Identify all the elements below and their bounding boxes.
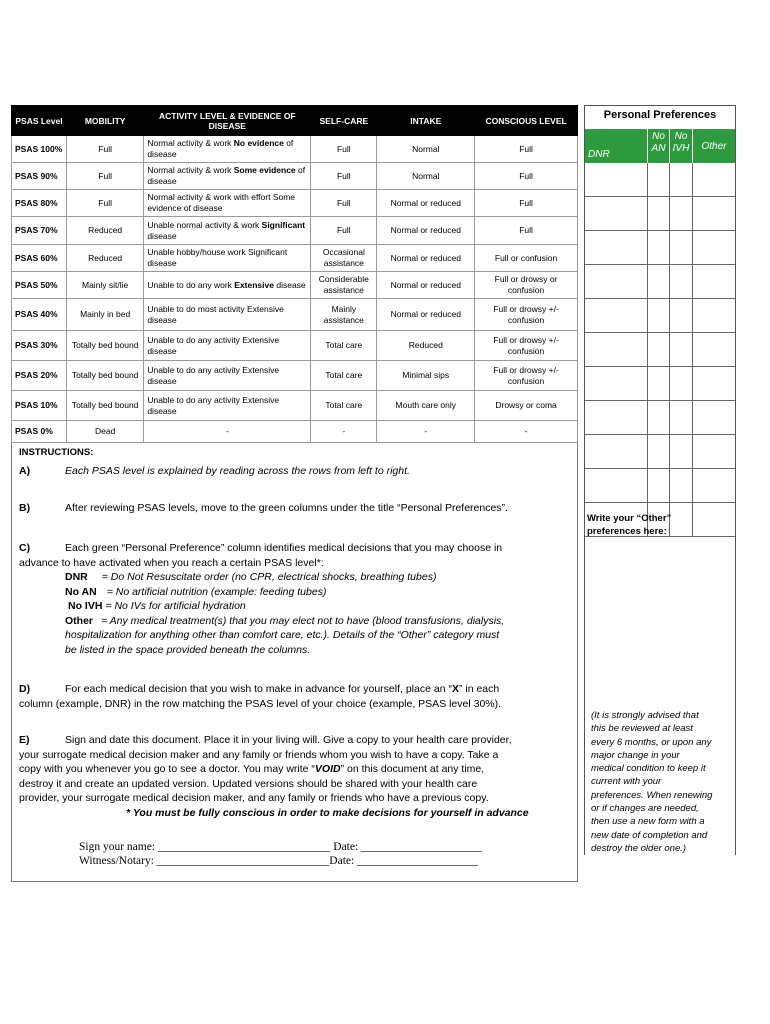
col-no-an	[648, 129, 670, 163]
col-no-an-label-2: AN	[651, 143, 666, 154]
table-row	[12, 163, 578, 190]
activity-cell	[144, 163, 311, 190]
preference-row	[585, 231, 735, 265]
self-care-cell: Full	[311, 163, 377, 190]
preference-row	[585, 469, 735, 503]
activity-emphasis: Some evidence	[233, 165, 296, 175]
other-cell[interactable]	[693, 435, 735, 468]
advice-line: every 6 months, or upon any	[591, 736, 712, 748]
no-ivh-cell[interactable]	[670, 333, 693, 366]
intake-cell: Normal or reduced	[377, 217, 475, 245]
advice-line: preferences. When renewing	[591, 789, 713, 801]
psas-level-cell: PSAS 10%	[12, 391, 67, 421]
intake-cell: Normal or reduced	[377, 299, 475, 331]
conscious-level-cell: Full or drowsy +/- confusion	[475, 361, 578, 391]
mobility-cell: Dead	[66, 421, 143, 443]
table-row	[12, 217, 578, 245]
table-row	[12, 361, 578, 391]
no-ivh-cell[interactable]	[670, 469, 693, 502]
activity-cell	[144, 136, 311, 163]
activity-cell	[144, 331, 311, 361]
intake-cell: Normal	[377, 136, 475, 163]
conscious-note: * You must be fully conscious in order to make decisions for yourself in advance	[126, 806, 529, 819]
noivh-key: No IVH	[68, 600, 103, 612]
preference-row	[585, 265, 735, 299]
activity-text: Unable to do any work	[147, 279, 235, 290]
instruction-e-line5: provider, your surrogate medical decision maker, and any family or friends who have a previous copy.	[19, 792, 489, 804]
instruction-a-text: Each PSAS level is explained by reading across the rows from left to right.	[65, 465, 410, 477]
header-intake: INTAKE	[377, 106, 475, 136]
dnr-cell[interactable]	[585, 163, 648, 196]
no-an-cell[interactable]	[648, 333, 670, 366]
instruction-d-line1-post: ” in each	[458, 683, 500, 695]
instruction-a-label: A)	[19, 465, 31, 477]
table-row	[12, 272, 578, 299]
no-an-cell[interactable]	[648, 367, 670, 400]
dnr-cell[interactable]	[585, 197, 648, 230]
intake-cell: Normal	[377, 163, 475, 190]
conscious-level-cell: Full	[475, 163, 578, 190]
dnr-value: = Do Not Resuscitate order (no CPR, electrical shocks, breathing tubes)	[101, 571, 437, 583]
conscious-level-cell: Full or confusion	[475, 245, 578, 272]
psas-level-cell: PSAS 20%	[12, 361, 67, 391]
activity-cell	[144, 421, 311, 443]
dnr-cell[interactable]	[585, 231, 648, 264]
dnr-cell[interactable]	[585, 299, 648, 332]
other-preferences-prompt	[587, 512, 671, 539]
main-form	[11, 105, 578, 882]
col-no-an-label-1: No	[652, 131, 665, 142]
no-ivh-cell[interactable]	[670, 163, 693, 196]
mobility-cell: Totally bed bound	[66, 331, 143, 361]
intake-cell: Normal or reduced	[377, 245, 475, 272]
self-care-cell: Total care	[311, 361, 377, 391]
instruction-e-line1: Sign and date this document. Place it in your living will. Give a copy to your health care provider,	[65, 734, 512, 746]
noivh-value: = No IVs for artificial hydration	[105, 600, 246, 612]
activity-text: Unable to do any activity Extensive disease	[147, 394, 280, 416]
preference-row	[585, 197, 735, 231]
col-dnr-label: DNR	[588, 149, 610, 160]
activity-text: Unable to do any activity Extensive disease	[147, 334, 280, 356]
instruction-e	[19, 733, 572, 820]
no-ivh-cell[interactable]	[670, 265, 693, 298]
other-cell[interactable]	[693, 469, 735, 502]
psas-table	[11, 105, 578, 443]
psas-level-cell: PSAS 40%	[12, 299, 67, 331]
activity-emphasis: No evidence	[233, 138, 284, 148]
col-no-ivh	[670, 129, 693, 163]
activity-cell	[144, 190, 311, 217]
other-cell[interactable]	[693, 503, 735, 536]
conscious-level-cell: -	[475, 421, 578, 443]
dnr-cell[interactable]	[585, 469, 648, 502]
mobility-cell: Reduced	[66, 217, 143, 245]
self-care-cell: Full	[311, 217, 377, 245]
preferences-header	[585, 129, 735, 163]
preference-row	[585, 163, 735, 197]
conscious-level-cell: Full or drowsy +/- confusion	[475, 299, 578, 331]
psas-level-cell: PSAS 70%	[12, 217, 67, 245]
activity-cell	[144, 272, 311, 299]
dnr-cell[interactable]	[585, 401, 648, 434]
dnr-cell[interactable]	[585, 265, 648, 298]
conscious-level-cell: Full	[475, 190, 578, 217]
advice-line: (It is strongly advised that	[591, 710, 699, 721]
intake-cell: Normal or reduced	[377, 190, 475, 217]
other-cell[interactable]	[693, 265, 735, 298]
intake-cell: Minimal sips	[377, 361, 475, 391]
preference-row	[585, 401, 735, 435]
instruction-d-line1-pre: For each medical decision that you wish to make in advance for yourself, place an “	[65, 683, 452, 695]
mobility-cell: Totally bed bound	[66, 361, 143, 391]
col-other-label: Other	[701, 140, 727, 152]
table-row	[12, 299, 578, 331]
self-care-cell: Occasional assistance	[311, 245, 377, 272]
self-care-cell: Full	[311, 190, 377, 217]
preference-row	[585, 367, 735, 401]
x-mark: X	[451, 683, 459, 695]
no-ivh-cell[interactable]	[670, 503, 693, 536]
personal-preferences-panel	[584, 105, 736, 855]
other-cell[interactable]	[693, 333, 735, 366]
advice-line: medical condition to keep it	[591, 763, 706, 775]
other-cell[interactable]	[693, 401, 735, 434]
activity-emphasis: Significant	[261, 219, 306, 230]
self-care-cell: Full	[311, 136, 377, 163]
col-other	[693, 129, 735, 163]
no-an-cell[interactable]	[648, 265, 670, 298]
instruction-a	[19, 464, 410, 479]
table-row	[12, 331, 578, 361]
self-care-cell: Considerable assistance	[311, 272, 377, 299]
noan-key: No AN	[65, 585, 97, 598]
other-value-3: be listed in the space provided beneath the columns.	[65, 643, 311, 656]
instruction-d-line2: column (example, DNR) in the row matching the PSAS level of your choice (example, PSAS level 30%).	[19, 697, 502, 710]
noivh-definition	[19, 599, 504, 614]
other-key: Other	[65, 614, 94, 627]
other-cell[interactable]	[693, 231, 735, 264]
table-header-row	[12, 106, 578, 136]
other-value-1: = Any medical treatment(s) that you may elect not to have (blood transfusions, dialysis,	[101, 614, 505, 627]
no-an-cell[interactable]	[648, 401, 670, 434]
instruction-e-line2: your surrogate medical decision maker and any family or friends whom you wish to have a copy. Take a	[19, 748, 499, 761]
header-activity: ACTIVITY LEVEL & EVIDENCE OF DISEASE	[144, 106, 311, 136]
instruction-d-label: D)	[19, 683, 31, 695]
instruction-e-line4: destroy it and create an updated version. Updated versions should be shared with your health care	[19, 777, 478, 790]
activity-cell	[144, 391, 311, 421]
personal-preferences-title: Personal Preferences	[585, 105, 735, 131]
psas-level-cell: PSAS 0%	[12, 421, 67, 443]
mobility-cell: Full	[66, 136, 143, 163]
header-mobility: MOBILITY	[66, 106, 143, 136]
advice-line: new date of completion and	[591, 829, 708, 841]
col-no-ivh-label-2: IVH	[672, 143, 690, 154]
no-an-cell[interactable]	[648, 197, 670, 230]
activity-text: Normal activity & work	[147, 138, 234, 148]
instruction-e-line3-post: ” on this document at any time,	[340, 763, 485, 775]
dnr-cell[interactable]	[585, 435, 648, 468]
mobility-cell: Totally bed bound	[66, 391, 143, 421]
intake-cell: -	[377, 421, 475, 443]
col-no-ivh-label-1: No	[674, 131, 688, 142]
self-care-cell: Mainly assistance	[311, 299, 377, 331]
intake-cell: Normal or reduced	[377, 272, 475, 299]
activity-cell	[144, 217, 311, 245]
psas-level-cell: PSAS 50%	[12, 272, 67, 299]
header-psas-level: PSAS Level	[12, 106, 67, 136]
no-an-cell[interactable]	[648, 231, 670, 264]
preference-row	[585, 333, 735, 367]
activity-text: Unable to do most activity Extensive disease	[147, 303, 284, 325]
review-advice	[591, 709, 712, 855]
table-row	[12, 190, 578, 217]
other-cell[interactable]	[693, 197, 735, 230]
other-prompt-line1: Write your “Other”	[587, 513, 672, 524]
dnr-cell[interactable]	[585, 367, 648, 400]
col-dnr	[585, 129, 648, 163]
intake-cell: Mouth care only	[377, 391, 475, 421]
dnr-cell[interactable]	[585, 333, 648, 366]
activity-text: Unable normal activity & work	[147, 219, 262, 230]
mobility-cell: Full	[66, 163, 143, 190]
conscious-level-cell: Drowsy or coma	[475, 391, 578, 421]
no-ivh-cell[interactable]	[670, 401, 693, 434]
sign-name-line[interactable]: Sign your name: ______________________________ Date: _____________________	[79, 841, 482, 853]
activity-text: Normal activity & work with effort Some evidence of disease	[147, 192, 296, 213]
preferences-grid	[585, 129, 735, 537]
psas-level-cell: PSAS 60%	[12, 245, 67, 272]
other-cell[interactable]	[693, 299, 735, 332]
other-cell[interactable]	[693, 163, 735, 196]
psas-level-cell: PSAS 100%	[12, 136, 67, 163]
advice-line: current with your	[591, 776, 662, 788]
advice-line: major change in your	[591, 749, 680, 761]
activity-text: Unable hobby/house work Significant disease	[147, 247, 288, 268]
activity-cell	[144, 361, 311, 391]
activity-text: Unable to do any activity Extensive disease	[147, 364, 280, 386]
instruction-b	[19, 501, 508, 516]
no-an-cell[interactable]	[648, 299, 670, 332]
instructions-heading: INSTRUCTIONS:	[19, 447, 94, 458]
table-row	[12, 421, 578, 443]
activity-cell	[144, 299, 311, 331]
intake-cell: Reduced	[377, 331, 475, 361]
noan-value: = No artificial nutrition (example: feeding tubes)	[106, 585, 327, 598]
no-ivh-cell[interactable]	[670, 299, 693, 332]
psas-level-cell: PSAS 80%	[12, 190, 67, 217]
instruction-b-text: After reviewing PSAS levels, move to the green columns under the title “Personal Preferences”.	[65, 502, 508, 514]
conscious-level-cell: Full	[475, 136, 578, 163]
table-row	[12, 245, 578, 272]
self-care-cell: -	[311, 421, 377, 443]
psas-level-cell: PSAS 30%	[12, 331, 67, 361]
header-self-care: SELF-CARE	[311, 106, 377, 136]
no-an-cell[interactable]	[648, 469, 670, 502]
header-conscious-level: CONSCIOUS LEVEL	[475, 106, 578, 136]
dnr-key: DNR	[65, 571, 88, 583]
table-row	[12, 136, 578, 163]
instruction-d	[19, 682, 501, 711]
activity-text-end: disease	[147, 230, 177, 241]
mobility-cell: Reduced	[66, 245, 143, 272]
instruction-b-label: B)	[19, 502, 31, 514]
activity-text: Normal activity & work	[147, 165, 234, 175]
conscious-level-cell: Full	[475, 217, 578, 245]
no-an-cell[interactable]	[648, 163, 670, 196]
advice-line: destroy the older one.)	[591, 842, 687, 854]
void-word: VOID	[314, 763, 341, 775]
psas-level-cell: PSAS 90%	[12, 163, 67, 190]
instruction-c	[19, 541, 504, 657]
activity-emphasis: Extensive	[234, 279, 274, 290]
mobility-cell: Mainly in bed	[66, 299, 143, 331]
instruction-c-line1: Each green “Personal Preference” column identifies medical decisions that you may choose in	[65, 542, 503, 554]
activity-cell	[144, 245, 311, 272]
advice-line: or if changes are needed,	[591, 803, 699, 815]
activity-text: -	[225, 426, 229, 436]
advice-line: this be reviewed at least	[591, 723, 693, 735]
no-an-cell[interactable]	[648, 435, 670, 468]
self-care-cell: Total care	[311, 331, 377, 361]
mobility-cell: Mainly sit/lie	[66, 272, 143, 299]
other-value-2: hospitalization for anything other than comfort care, etc.). Details of the “Other” category must	[65, 629, 500, 641]
conscious-level-cell: Full or drowsy or confusion	[475, 272, 578, 299]
preference-row	[585, 299, 735, 333]
no-ivh-cell[interactable]	[670, 197, 693, 230]
table-row	[12, 391, 578, 421]
instruction-e-line3-pre: copy with you whenever you go to see a doctor. You may write “	[19, 763, 315, 775]
self-care-cell: Total care	[311, 391, 377, 421]
no-ivh-cell[interactable]	[670, 435, 693, 468]
dnr-definition	[19, 570, 504, 585]
activity-text-end: disease	[273, 279, 306, 290]
preference-row	[585, 435, 735, 469]
activity-text-end: of disease	[147, 165, 306, 186]
no-ivh-cell[interactable]	[670, 231, 693, 264]
instruction-c-line2: advance to have activated when you reach a certain PSAS level*:	[19, 556, 324, 569]
instruction-c-label: C)	[19, 542, 31, 554]
other-cell[interactable]	[693, 367, 735, 400]
advice-line: then use a new form with a	[591, 816, 705, 828]
activity-text-end: of disease	[147, 138, 294, 159]
mobility-cell: Full	[66, 190, 143, 217]
no-ivh-cell[interactable]	[670, 367, 693, 400]
instruction-e-label: E)	[19, 734, 30, 746]
noan-definition	[19, 585, 504, 600]
other-prompt-line2: preferences here:	[587, 526, 667, 538]
other-definition	[19, 614, 504, 629]
witness-notary-line[interactable]: Witness/Notary: ______________________________Date: _____________________	[79, 855, 478, 867]
conscious-level-cell: Full or drowsy +/- confusion	[475, 331, 578, 361]
